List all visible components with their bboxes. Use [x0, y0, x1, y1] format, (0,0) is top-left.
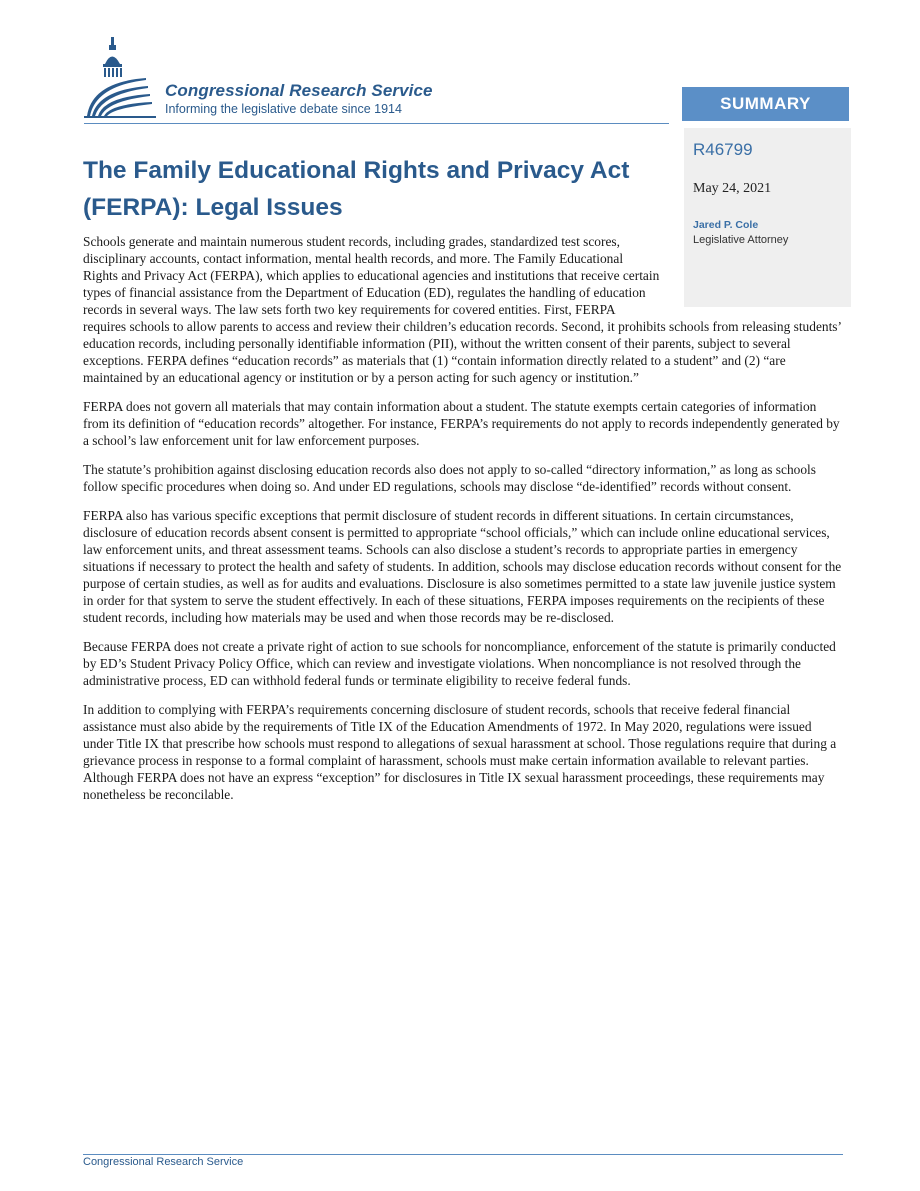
org-name: Congressional Research Service — [165, 81, 433, 100]
summary-body — [83, 233, 843, 815]
paragraph: Because FERPA does not create a private right of action to sue schools for noncompliance, enforcement of the statute is primarily conducted by ED’s Student Privacy Policy Office, which can review and investigate violations. When noncompliance is not resolved through the administrative process, ED can withhold federal funds or terminate eligibility to receive federal funds. — [83, 639, 836, 688]
footer-text: Congressional Research Service — [83, 1156, 244, 1168]
paragraph: In addition to complying with FERPA’s requirements concerning disclosure of student records, schools that receive federal financial assistance must also abide by the requirements of Title IX of the Education Amendments of 1972. In May 2020, regulations were issued under Title IX that prescribe how schools must respond to allegations of sexual harassment at school. Those regulations require that during a grievance process in response to a formal complaint of harassment, schools must make certain information available to relevant parties. Although FERPA does not have an express “exception” for disclosures in Title IX sexual harassment proceedings, these requirements may nonetheless be reconcilable. — [83, 702, 837, 802]
report-date: May 24, 2021 — [693, 181, 772, 196]
paragraph: The statute’s prohibition against disclosing education records also does not apply to so-called “directory information,” as long as schools follow specific procedures when doing so. And under ED regulations, schools may disclose “de-identified” records without consent. — [83, 462, 816, 494]
paragraph: Schools generate and maintain numerous student records, including grades, standardized test scores, disciplinary accounts, contact information, mental health records, and more. The Family Educational Rights and Privacy Act (FERPA), which applies to educational agencies and institutions that receive certain types of financial assistance from the Department of Education (ED), regulates the handling of education records in several ways. The law sets forth two key requirements for covered entities. First, FERPA requires schools to allow parents to access and review their children’s education records. Second, it prohibits schools from releasing students’ education records, including personally identifiable information (PII), without the written consent of their parents, subject to several exceptions. FERPA defines “education records” as materials that (1) “contain information directly related to a student” and (2) “are maintained by an educational agency or institution or by a person acting for such agency or institution.” — [83, 234, 841, 385]
paragraph: FERPA does not govern all materials that may contain information about a student. The statute exempts certain categories of information from its definition of “education records” altogether. For instance, FERPA’s requirements do not apply to records independently generated by a school’s law enforcement unit for law enforcement purposes. — [83, 399, 840, 448]
summary-heading: SUMMARY — [682, 87, 849, 121]
crs-logo — [84, 34, 464, 120]
capitol-dome-icon — [84, 34, 164, 120]
sidebar-wrap-spacer — [661, 233, 843, 315]
header-divider — [84, 123, 669, 124]
page-title: The Family Educational Rights and Privacy Act (FERPA): Legal Issues — [83, 157, 630, 221]
author-title: Legislative Attorney — [693, 234, 789, 246]
report-number: R46799 — [693, 140, 753, 159]
author-name: Jared P. Cole — [693, 219, 759, 231]
paragraph: FERPA also has various specific exceptions that permit disclosure of student records in different situations. In certain circumstances, disclosure of education records absent consent is permitted to appropriate “school officials,” which can include online educational services, law enforcement units, and threat assessment teams. Schools can also disclose a student’s records to appropriate parties in emergency situations if necessary to protect the health and safety of students. In addition, schools may disclose education records without consent for the purpose of certain studies, as well as for audits and evaluations. Disclosure is also sometimes permitted to a state law juvenile justice system in order for that system to serve the student effectively. In each of these situations, FERPA imposes requirements on the recipients of these student records, including how materials may be used and when those records may be re-disclosed. — [83, 508, 842, 625]
footer-divider — [83, 1154, 843, 1155]
org-tagline: Informing the legislative debate since 1914 — [165, 102, 402, 116]
